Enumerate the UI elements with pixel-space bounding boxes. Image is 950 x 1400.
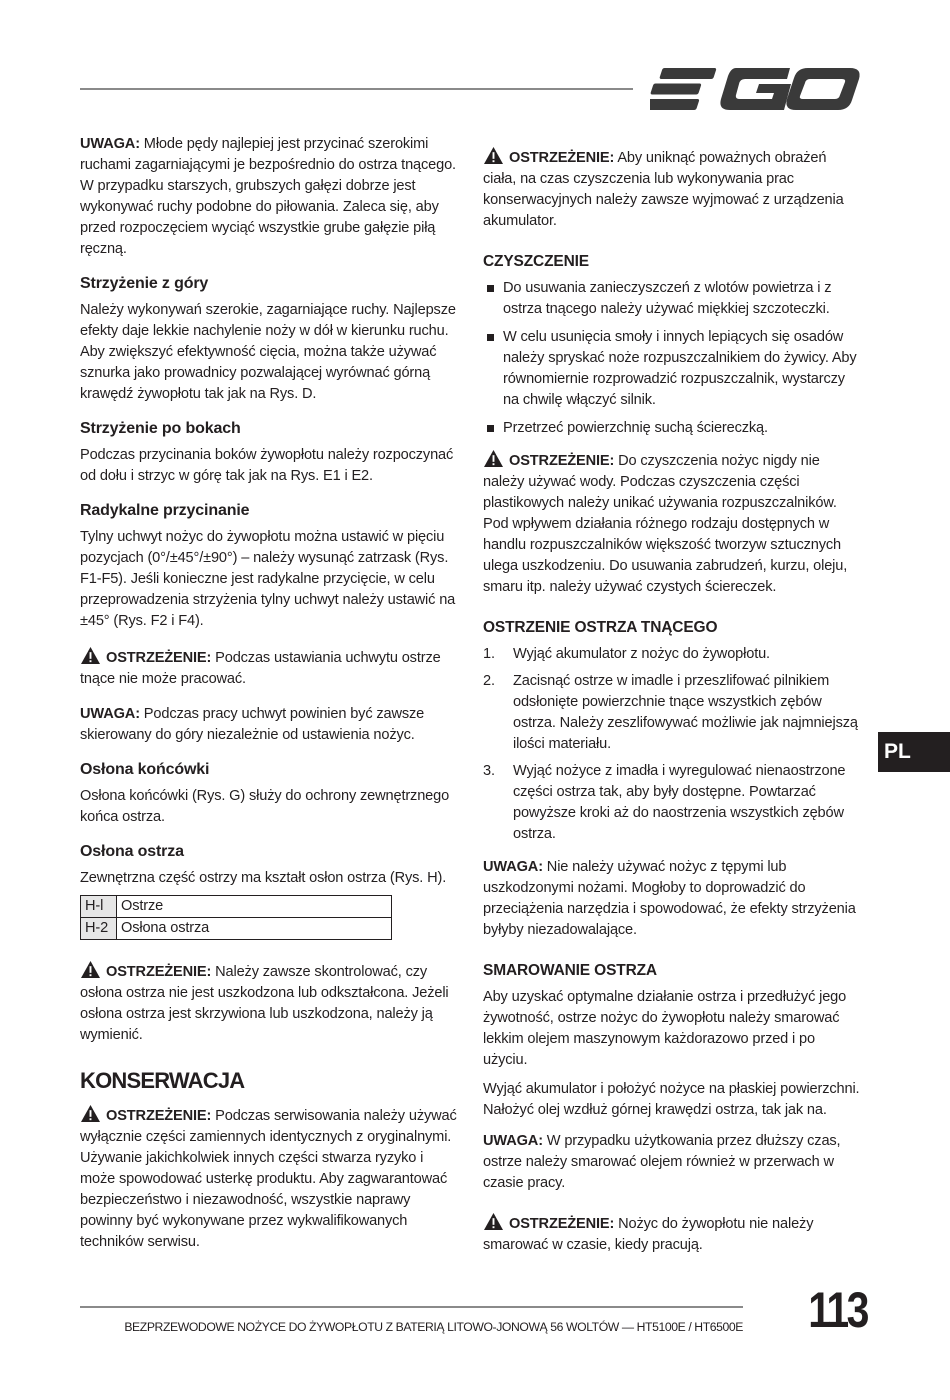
heading-blade-guard: Osłona ostrza xyxy=(80,843,184,860)
warning-triangle-icon xyxy=(80,1104,101,1123)
square-bullet-icon xyxy=(487,334,494,341)
warning-triangle-icon xyxy=(80,960,101,979)
list-item: 1. Wyjąć akumulator z nożyc do żywopłotu. xyxy=(483,646,770,662)
paragraph-tip-guard: Osłona końcówki (Rys. G) służy do ochrony zewnętrznego końca ostrza. xyxy=(80,788,450,825)
language-tab: PL xyxy=(878,732,950,772)
note-dull-blades: UWAGA: Nie należy używać nożyc z tępymi lub uszkodzonymi nożami. Mogłoby to doprowadzić do przeciążenia narzędzia i spowodować, że efekty strzyżenia byłyby niezadowalające. xyxy=(483,859,856,938)
heading-tip-guard: Osłona końcówki xyxy=(80,761,210,778)
warning-guard-check: OSTRZEŻENIE: Należy zawsze skontrolować, czy osłona ostrza nie jest uszkodzona lub odkształcona. Jeżeli osłona ostrza jest skrzywiona lub uszkodzona, należy ją wymienić. xyxy=(80,960,458,1046)
part-code: H-2 xyxy=(81,918,117,940)
warning-triangle-icon xyxy=(483,449,504,468)
warning-triangle-icon xyxy=(483,1212,504,1231)
left-column xyxy=(80,134,458,1267)
page-number: 113 xyxy=(808,1282,868,1338)
paragraph-blade-guard: Zewnętrzna część ostrzy ma kształt osłon ostrza (Rys. H). xyxy=(80,870,447,886)
paragraph-lubrication-2: Wyjąć akumulator i położyć nożyce na płaskiej powierzchni. Nałożyć olej wzdłuż górnej krawędzi ostrza, tak jak na. xyxy=(483,1081,860,1118)
part-name: Ostrze xyxy=(117,896,392,918)
list-item: 2. Zacisnąć ostrze w imadle i przeszlifować pilnikiem odsłonięte powierzchnie tnące wszystkich zębów ostrza. Należy zeszlifowywać możliwie jak najmniejszą ilości materiału. xyxy=(483,673,858,752)
heading-cleaning: CZYSZCZENIE xyxy=(483,253,589,270)
heading-radical-cut: Radykalne przycinanie xyxy=(80,502,250,519)
footer-product-title: BEZPRZEWODOWE NOŻYCE DO ŻYWOPŁOTU Z BATERIĄ LITOWO-JONOWĄ 56 WOLTÓW — HT5100E / HT6500E xyxy=(124,1320,743,1334)
header-rule xyxy=(80,88,633,90)
table-row xyxy=(81,918,392,940)
right-column xyxy=(483,146,863,1270)
warning-triangle-icon xyxy=(483,146,504,165)
paragraph-lubrication-1: Aby uzyskać optymalne działanie ostrza i przedłużyć jego żywotność, ostrze nożyc do żywopłotu należy smarować lekkim olejem maszynowym każdorazowo przed i po użyciu. xyxy=(483,989,847,1068)
warning-remove-battery: OSTRZEŻENIE: Aby uniknąć poważnych obrażeń ciała, na czas czyszczenia lub wykonywania prac konserwacyjnych należy zawsze wyjmować z urządzenia akumulator. xyxy=(483,146,863,232)
list-item: W celu usunięcia smoły i innych lepiących się osadów należy spryskać noże rozpuszczalnikiem do żywicy. Aby równomiernie rozprowadzić rozpuszczalnik, wystarczy na chwilę włączyć silnik. xyxy=(483,327,863,411)
square-bullet-icon xyxy=(487,285,494,292)
note-handle-up: UWAGA: Podczas pracy uchwyt powinien być zawsze skierowany do góry niezależnie od ustawienia nożyc. xyxy=(80,706,425,743)
heading-side-cut: Strzyżenie po bokach xyxy=(80,420,241,437)
warning-triangle-icon xyxy=(80,646,101,665)
section-title-maintenance: KONSERWACJA xyxy=(80,1068,245,1093)
paragraph-radical-cut: Tylny uchwyt nożyc do żywopłotu można ustawić w pięciu pozycjach (0°/±45°/±90°) – należy wysunąć zatrzask (Rys. F1-F5). Jeśli konieczne jest radykalne przycięcie, w celu przeprowadzenia strzyżenia tylny uchwyt należy ustawić na ±45° (Rys. F2 i F4). xyxy=(80,529,456,629)
square-bullet-icon xyxy=(487,425,494,432)
list-item: Przetrzeć powierzchnię suchą ściereczką. xyxy=(483,418,863,439)
warning-handle-adjust: OSTRZEŻENIE: Podczas ustawiania uchwytu ostrze tnące nie może pracować. xyxy=(80,646,458,690)
warning-service-parts: OSTRZEŻENIE: Podczas serwisowania należy używać wyłącznie części zamiennych identycznych z oryginalnymi. Używanie jakichkolwiek innych części stwarza ryzyko i może spowodować usterkę produktu. Aby zagwarantować bezpieczeństwo i niezawodność, wszystkie naprawy powinny być wykonywane przez wykwalifikowanych techników serwisu. xyxy=(80,1104,458,1253)
part-code: H-l xyxy=(81,896,117,918)
paragraph-top-cut: Należy wykonywań szerokie, zagarniające ruchy. Najlepsze efekty daje lekkie nachylenie noży w dół w kierunku ruchu. Aby zwiększyć efektywność cięcia, można także używać sznurka jako prowadnicy pozwalającej wyrównać górną krawędź żywopłotu tak jak na Rys. D. xyxy=(80,302,456,402)
ego-logo xyxy=(650,64,862,114)
paragraph-side-cut: Podczas przycinania boków żywopłotu należy rozpoczynać od dołu i strzyc w górę tak jak na Rys. E1 i E2. xyxy=(80,447,454,484)
footer-rule xyxy=(80,1306,743,1308)
heading-top-cut: Strzyżenie z góry xyxy=(80,275,209,292)
note-long-use: UWAGA: W przypadku użytkowania przez dłuższy czas, ostrze należy smarować olejem również w przerwach w czasie pracy. xyxy=(483,1133,841,1191)
note-young-shoots: UWAGA: Młode pędy najlepiej jest przycinać szerokimi ruchami zagarniającymi je bezpośrednio do ostrza tnącego. W przypadku starszych, grubszych gałęzi dobrze jest wykonywać ruchy podobne do piłowania. Zaleca się, aby przed rozpoczęciem wyciąć wszystkie grube gałęzie piłą ręczną. xyxy=(80,136,456,257)
cleaning-list xyxy=(483,278,863,439)
parts-table xyxy=(80,895,392,940)
warning-no-water: OSTRZEŻENIE: Do czyszczenia nożyc nigdy nie należy używać wody. Podczas czyszczenia części plastikowych należy unikać używania rozpuszczalników. Pod wpływem działania różnego rodzaju dostępnych w handlu rozpuszczalników większość tworzyw sztucznych ulega uszkodzeniu. Do usuwania zabrudzeń, kurzu, oleju, smaru itp. należy używać czystych ściereczek. xyxy=(483,449,863,598)
sharpening-steps xyxy=(483,644,863,845)
list-item: Do usuwania zanieczyszczeń z wlotów powietrza i z ostrza tnącego należy używać miękkiej szczoteczki. xyxy=(483,278,863,320)
warning-no-lube-running: OSTRZEŻENIE: Nożyc do żywopłotu nie należy smarować w czasie, kiedy pracują. xyxy=(483,1212,863,1256)
part-name: Osłona ostrza xyxy=(117,918,392,940)
table-row xyxy=(81,896,392,918)
heading-lubrication: SMAROWANIE OSTRZA xyxy=(483,962,657,979)
heading-sharpening: OSTRZENIE OSTRZA TNĄCEGO xyxy=(483,619,718,636)
list-item: 3. Wyjąć nożyce z imadła i wyregulować nienaostrzone części ostrza tak, aby były dostępne. Powtarzać powyższe kroki aż do naostrzenia wszystkich zębów ostrza. xyxy=(483,763,846,842)
